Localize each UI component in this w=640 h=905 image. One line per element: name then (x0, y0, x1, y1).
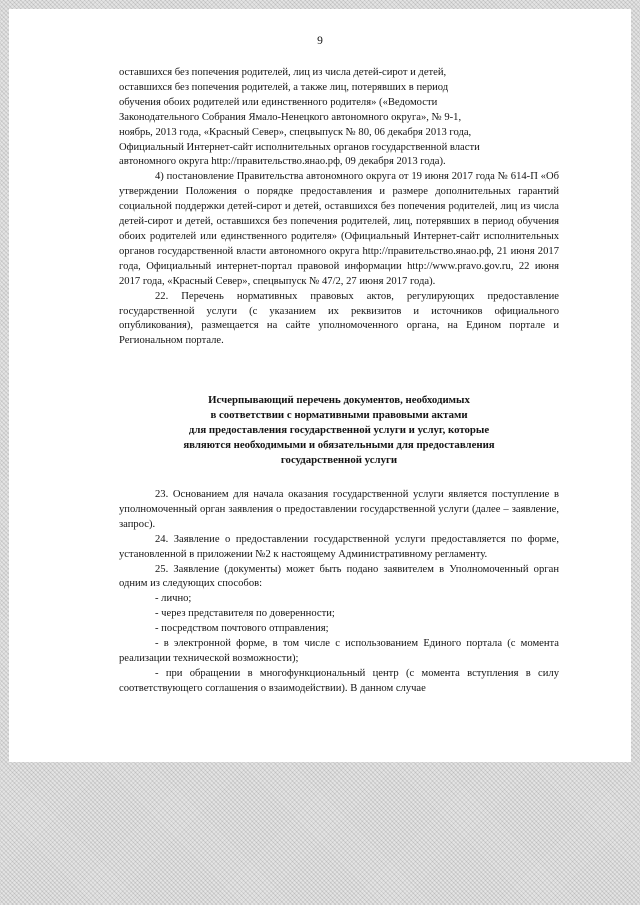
submission-method-item: - при обращении в многофункциональный центр (с момента вступления в силу соответствующего соглашения о взаимодействии). В данном случае (119, 667, 559, 694)
submission-method-item: - через представителя по доверенности; (155, 608, 335, 620)
text-block-upper (119, 66, 559, 349)
section-heading-line: в соответствии с нормативными правовыми актами (210, 408, 468, 421)
intro-line: оставшихся без попечения родителей, лиц из числа детей-сирот и детей, (119, 67, 447, 78)
submission-method-item: - лично; (155, 593, 192, 605)
section-heading-line: являются необходимыми и обязательными для предоставления (183, 438, 495, 451)
text-block-lower (119, 488, 559, 697)
paragraph-24: 24. Заявление о предоставлении государственной услуги предоставляется по форме, установленной в приложении №2 к настоящему Административному регламенту. (119, 533, 559, 560)
document-page (9, 9, 631, 762)
section-heading-line: Исчерпывающий перечень документов, необходимых (208, 394, 470, 406)
intro-line: ноябрь, 2013 года, «Красный Север», спецвыпуск № 80, 06 декабря 2013 года, (119, 126, 472, 138)
intro-line: Законодательного Собрания Ямало-Ненецкого автономного округа», № 9-1, (119, 111, 462, 123)
paragraph-23: 23. Основанием для начала оказания государственной услуги является поступление в уполномоченный орган заявления о предоставлении государственной услуги (далее – заявление, запрос). (119, 489, 559, 530)
submission-method-item: - посредством почтового отправления; (155, 623, 329, 635)
section-heading-line: для предоставления государственной услуги и услуг, которые (188, 423, 490, 436)
submission-method-item: - в электронной форме, в том числе с использованием Единого портала (с момента реализации технической возможности); (119, 638, 559, 664)
item-4-paragraph: 4) постановление Правительства автономного округа от 19 июня 2017 года № 614-П «Об утверждении Положения о порядке предоставления и размере дополнительных гарантий социальной поддержки детей-сирот и детей, оставшихся без попечения родителей, лиц из числа детей-сирот и детей, оставшихся без попечения родителей, лиц, потерявших в период обучения обоих родителей или единственного родителя» (Официальный Интернет-сайт исполнительных органов государственной власти автономного округа http://правительство.янао.рф, 21 июня 2017 года, Официальный интернет-портал правовой информации http://www.pravo.gov.ru, 22 июня 2017 года, «Красный Север», спецвыпуск № 47/2, 27 июня 2017 года). (119, 171, 559, 287)
paragraph-22: 22. Перечень нормативных правовых актов, регулирующих предоставление государственной услуги (с указанием их реквизитов и источников официального опубликования), размещается на сайте уполномоченного органа, на Едином портале и Региональном портале. (119, 290, 559, 347)
intro-line: автономного округа http://правительство.янао.рф, 09 декабря 2013 года). (119, 156, 446, 168)
intro-line: Официальный Интернет-сайт исполнительных органов государственной власти (119, 141, 480, 153)
intro-line: оставшихся без попечения родителей, а также лиц, потерявших в период (119, 81, 449, 93)
section-heading-line: государственной услуги (280, 453, 398, 466)
paragraph-25: 25. Заявление (документы) может быть подано заявителем в Уполномоченный орган одним из следующих способов: (119, 563, 559, 590)
section-heading (119, 393, 559, 468)
intro-line: обучения обоих родителей или единственного родителя» («Ведомости (119, 96, 438, 108)
page-number: 9 (317, 35, 323, 47)
